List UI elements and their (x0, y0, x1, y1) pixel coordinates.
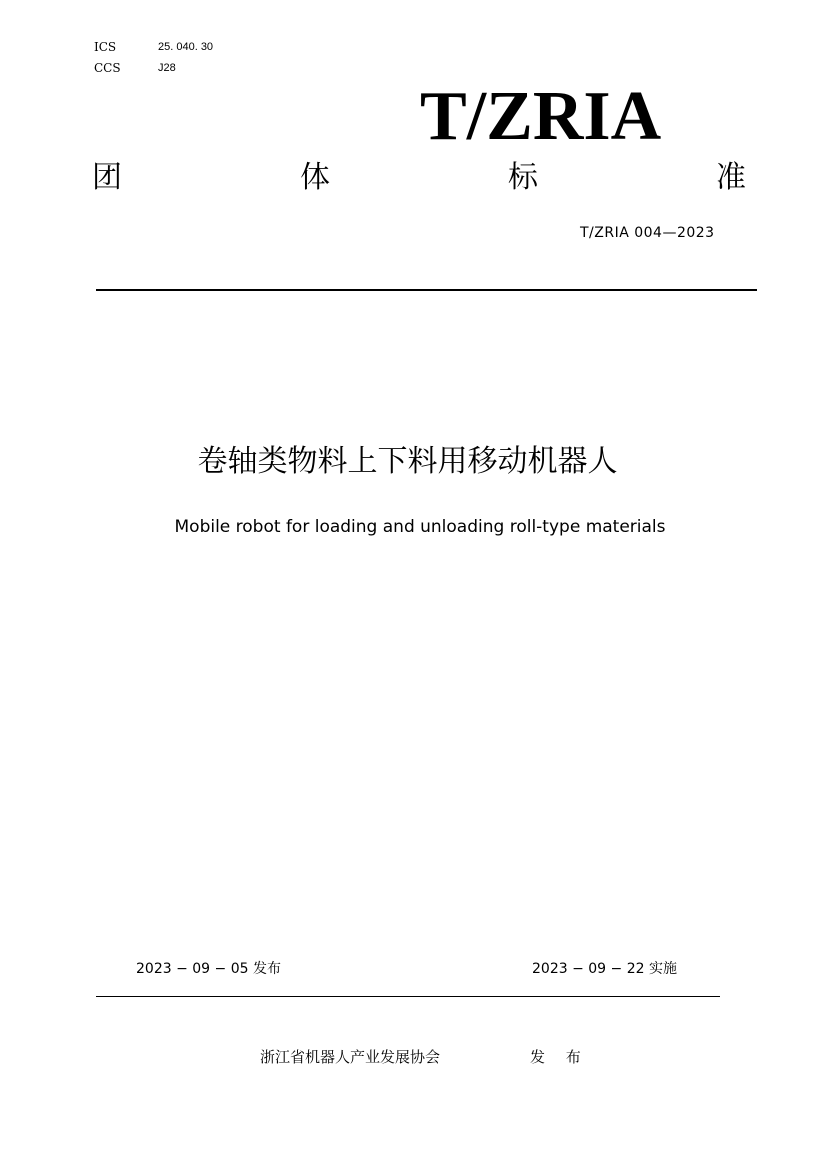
category-char-2: 体 (300, 160, 330, 195)
publish-verb: 发 布 (530, 1048, 589, 1066)
document-title-english: Mobile robot for loading and unloading roll-type materials (174, 517, 666, 537)
footer-divider (96, 996, 720, 997)
ics-label: ICS (94, 40, 117, 54)
publish-date: 2023 − 09 − 05 发布 (136, 961, 281, 977)
category-char-4: 准 (716, 160, 746, 195)
ics-value: 25. 040. 30 (158, 41, 214, 53)
ccs-value: J28 (158, 62, 176, 74)
ccs-label: CCS (94, 61, 121, 75)
category-char-3: 标 (508, 160, 538, 195)
document-title-chinese: 卷轴类物料上下料用移动机器人 (197, 444, 618, 479)
standard-number: T/ZRIA 004—2023 (580, 225, 715, 241)
header-divider (96, 289, 757, 291)
standard-mark: T/ZRIA (420, 78, 662, 155)
category-char-1: 团 (92, 160, 122, 195)
implement-date: 2023 − 09 − 22 实施 (532, 961, 677, 977)
publisher-name: 浙江省机器人产业发展协会 (260, 1048, 441, 1066)
